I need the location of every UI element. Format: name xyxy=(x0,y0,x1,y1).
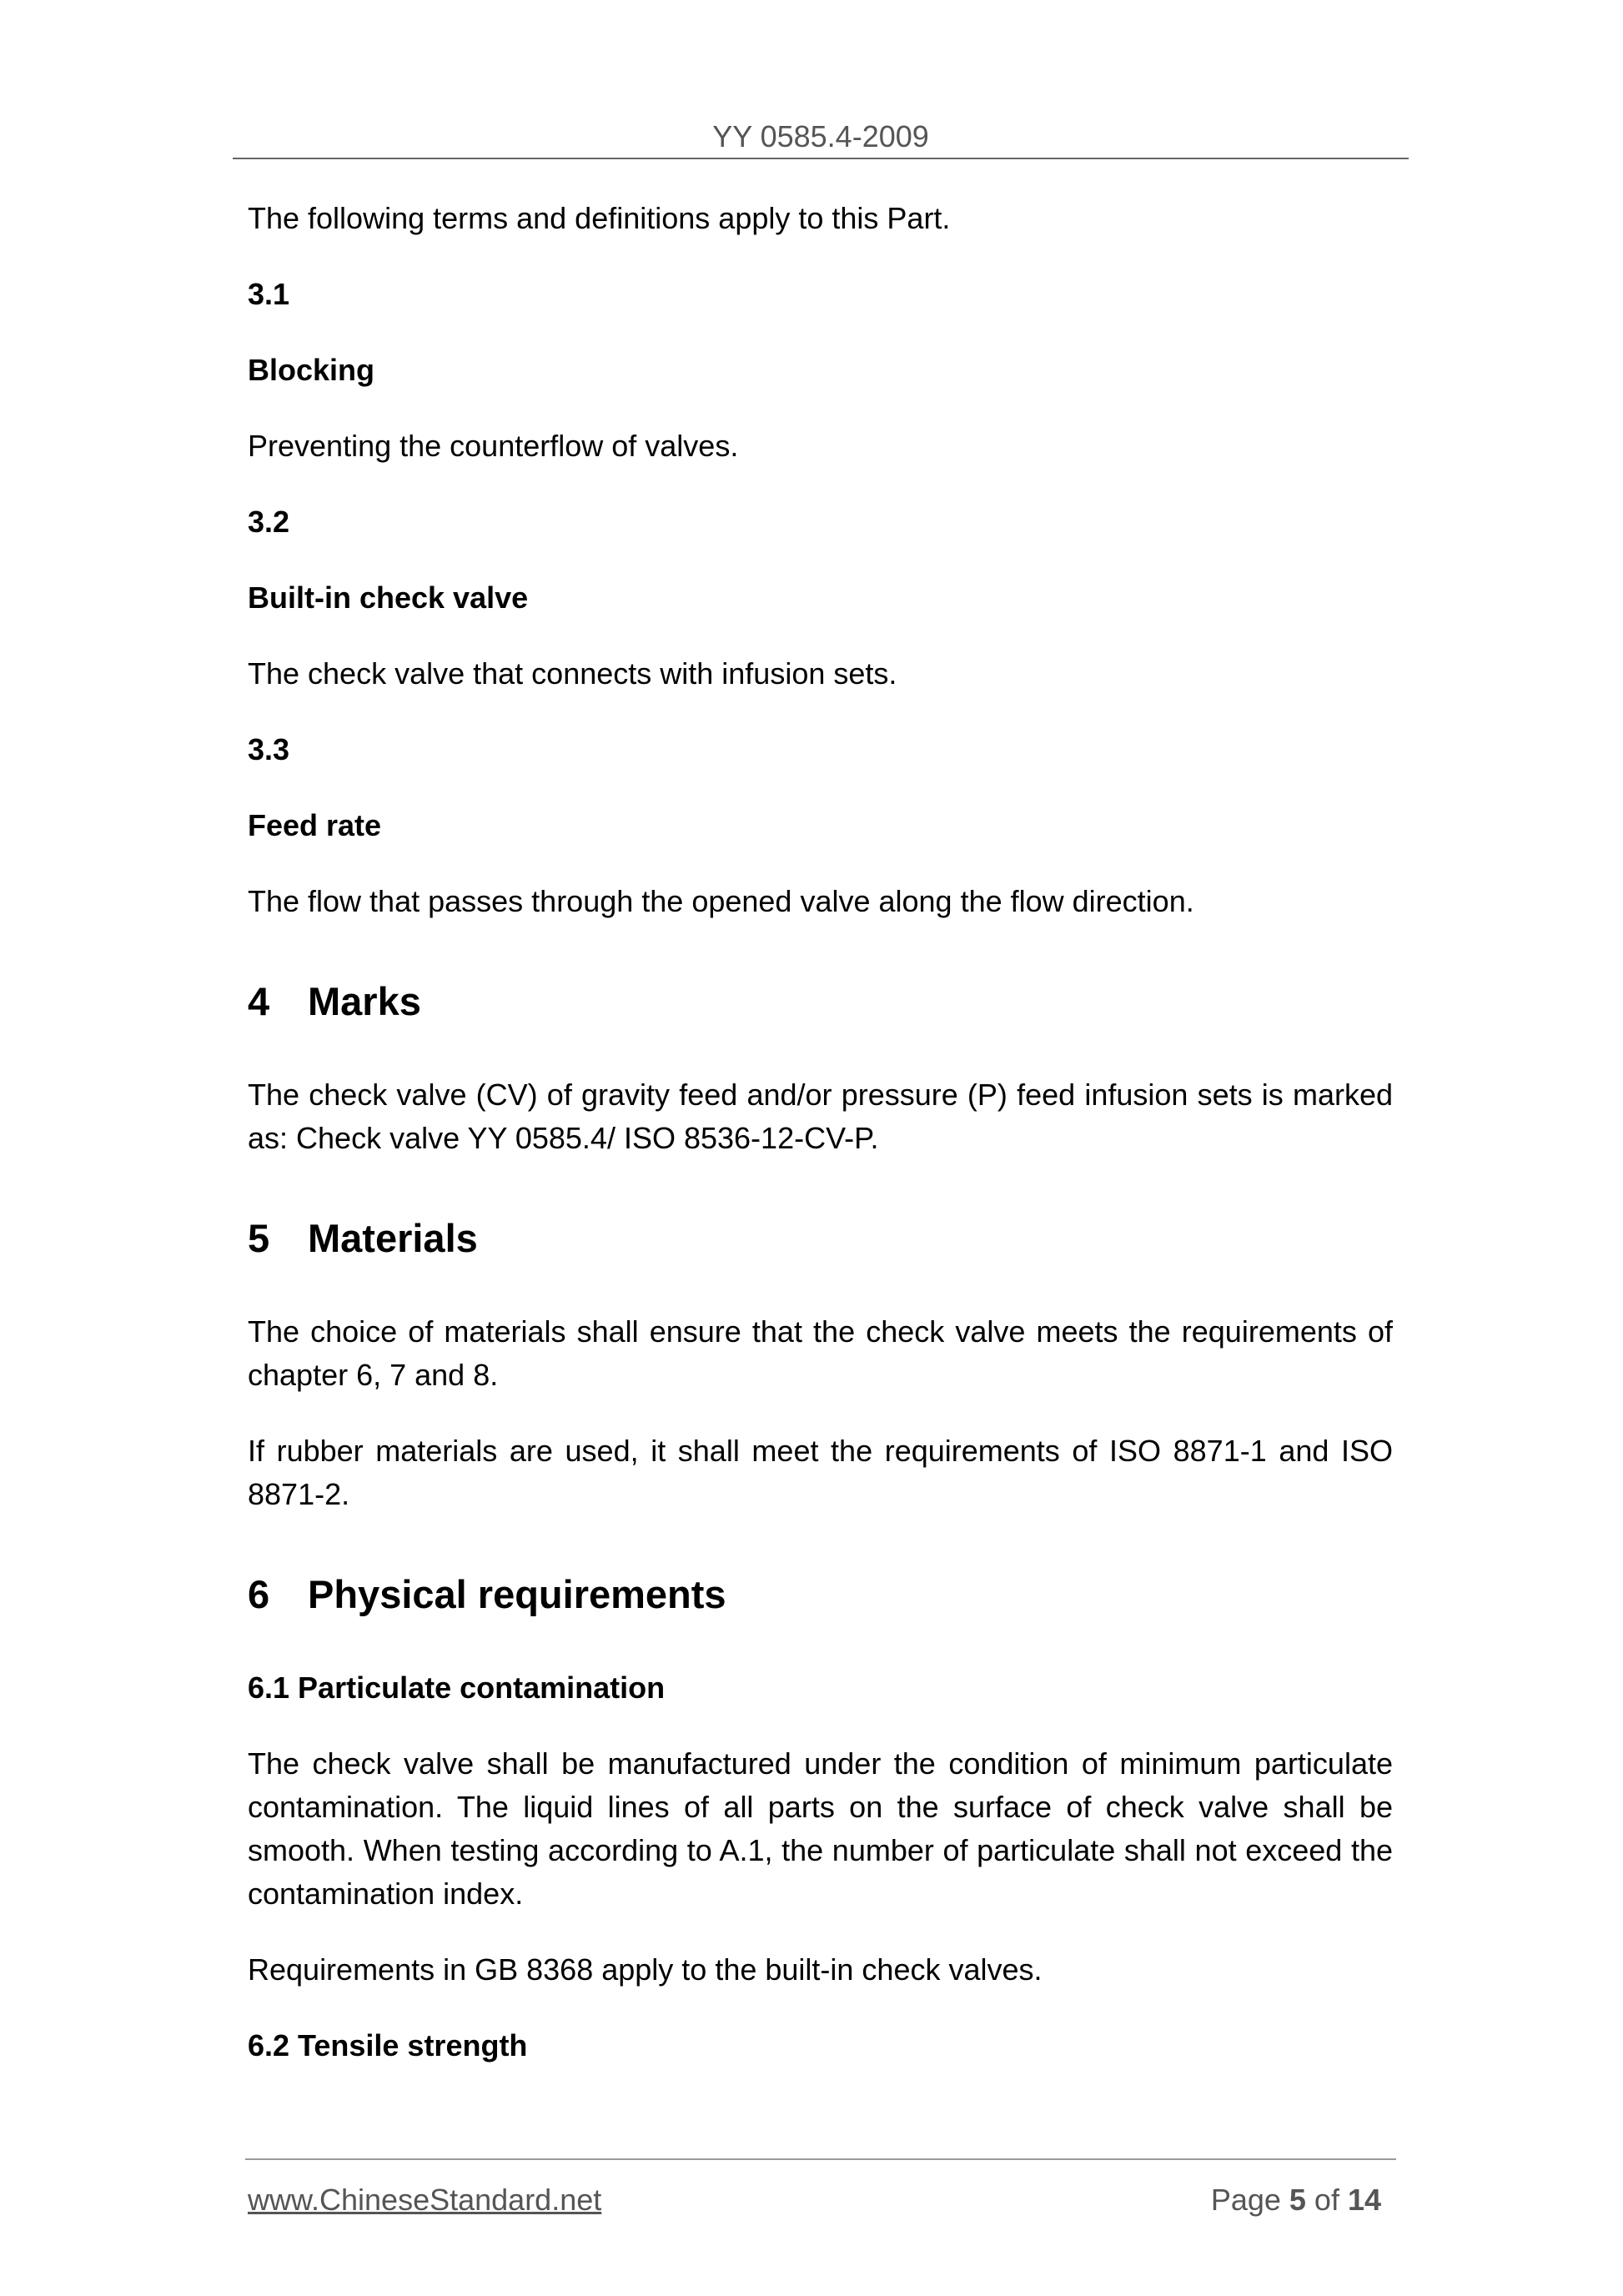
intro-paragraph: The following terms and definitions apply to this Part. xyxy=(248,201,951,235)
section-title: Physical requirements xyxy=(308,1572,726,1616)
term-number: 3.3 xyxy=(248,732,290,766)
section-heading-marks xyxy=(248,977,1393,1027)
materials-paragraph: The choice of materials shall ensure that the check valve meets the requirements of chapter 6, 7 and 8. xyxy=(248,1314,1393,1392)
marks-paragraph: The check valve (CV) of gravity feed and/or pressure (P) feed infusion sets is marked as: Check valve YY 0585.4/ ISO 8536-12-CV-P. xyxy=(248,1078,1393,1155)
page-content xyxy=(248,197,1393,2100)
footer-website-link[interactable]: www.ChineseStandard.net xyxy=(248,2183,602,2217)
footer-divider xyxy=(245,2158,1396,2160)
section-number: 6 xyxy=(248,1572,270,1616)
header-doc-id: YY 0585.4-2009 xyxy=(712,119,929,153)
section-title: Materials xyxy=(308,1216,478,1260)
physical-paragraph: The check valve shall be manufactured under the condition of minimum particulate contamination. The liquid lines of all parts on the surface of check valve shall be smooth. When testing according to A.1, the number of particulate shall not exceed the contamination index. xyxy=(248,1746,1393,1911)
header-divider xyxy=(233,158,1409,159)
section-heading-materials xyxy=(248,1213,1393,1264)
section-heading-physical xyxy=(248,1570,1393,1620)
term-definition: The flow that passes through the opened valve along the flow direction. xyxy=(248,884,1194,918)
term-number: 3.2 xyxy=(248,505,290,539)
term-name: Feed rate xyxy=(248,808,382,842)
subsection-heading: 6.2 Tensile strength xyxy=(248,2028,528,2062)
subsection-heading: 6.1 Particulate contamination xyxy=(248,1671,666,1705)
section-number: 5 xyxy=(248,1216,270,1260)
section-title: Marks xyxy=(308,979,421,1023)
page-middle: of xyxy=(1305,2183,1348,2217)
term-name: Blocking xyxy=(248,353,375,387)
section-number: 4 xyxy=(248,979,270,1023)
page-prefix: Page xyxy=(1210,2183,1289,2217)
term-definition: The check valve that connects with infusion sets. xyxy=(248,656,897,691)
page-total: 14 xyxy=(1347,2183,1381,2217)
footer-page-number xyxy=(1211,2180,1381,2220)
physical-paragraph: Requirements in GB 8368 apply to the built-in check valves. xyxy=(248,1952,1043,1987)
term-definition: Preventing the counterflow of valves. xyxy=(248,429,739,463)
term-name: Built-in check valve xyxy=(248,580,529,615)
materials-paragraph: If rubber materials are used, it shall meet the requirements of ISO 8871-1 and ISO 8871-2. xyxy=(248,1434,1393,1511)
term-number: 3.1 xyxy=(248,277,290,311)
page-current: 5 xyxy=(1289,2183,1306,2217)
